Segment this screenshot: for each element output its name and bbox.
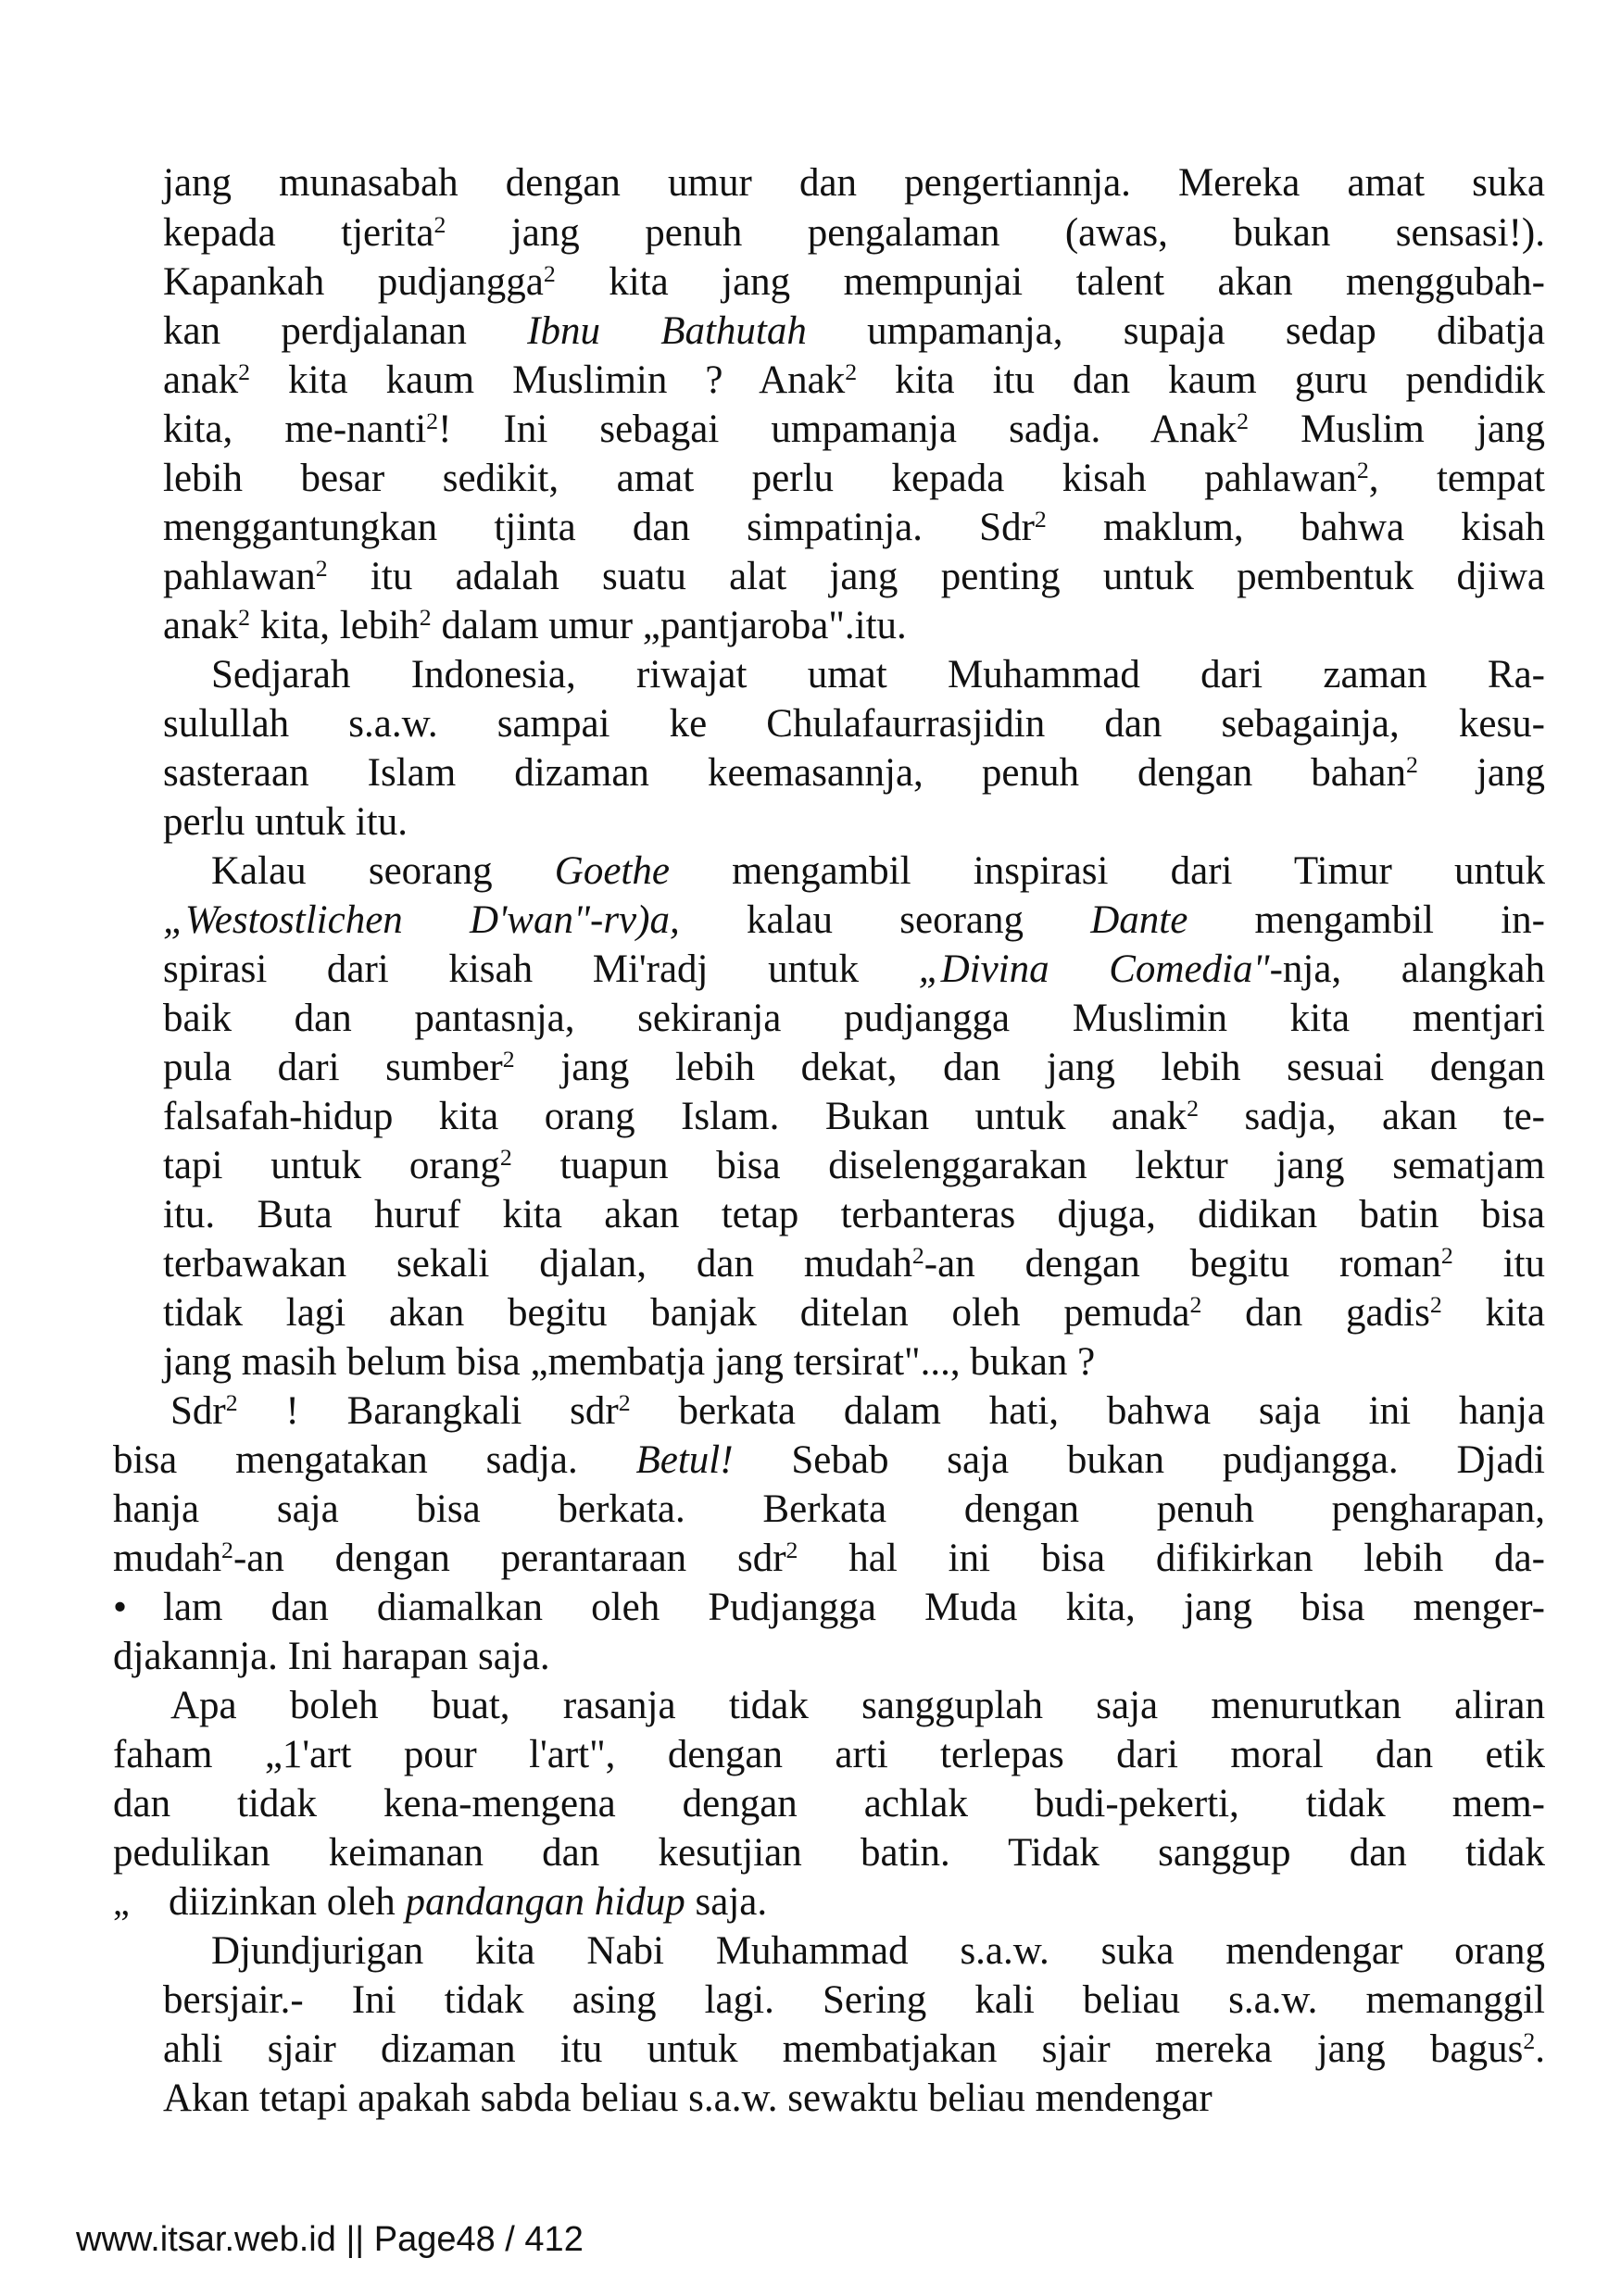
page-footer: www.itsar.web.id || Page48 / 412 (76, 2220, 584, 2259)
text-line: perlu untuk itu. (163, 800, 408, 844)
text-line: kepada tjerita$^2$ jang penuh pengalaman (awas, bukan sensasi!). (163, 210, 1545, 255)
text-line: kita, me-nanti$^2$! Ini sebagai umpamanja sadja. Anak$^2$ Muslim jang (163, 407, 1546, 451)
text-line: diizinkan oleh pandangan hidup saja. (169, 1880, 768, 1924)
text-line: anak$^2$ kita kaum Muslimin ? Anak$^2$ kita itu dan kaum guru pendidik (163, 358, 1545, 402)
text-line: Apa boleh buat, rasanja tidak sangguplah saja menurutkan aliran (170, 1684, 1545, 1727)
text-line: „Westostlichen D'wan"-rv)a, kalau seorang Dante mengambil in- (163, 898, 1545, 942)
text-line: Sdr$^2$ ! Barangkali sdr$^2$ berkata dalam hati, bahwa saja ini hanja (170, 1388, 1545, 1433)
text-line: mudah$^2$-an dengan perantaraan sdr$^2$ hal ini bisa difikirkan lebih da- (113, 1536, 1545, 1580)
text-line: falsafah-hidup kita orang Islam. Bukan untuk anak$^2$ sadja, akan te- (163, 1094, 1545, 1138)
text-line: lebih besar sedikit, amat perlu kepada kisah pahlawan$^2$, tempat (163, 456, 1545, 500)
text-line: jang munasabah dengan umur dan pengertiannja. Mereka amat suka (163, 161, 1545, 205)
text-line: Akan tetapi apakah sabda beliau s.a.w. sewaktu beliau mendengar (163, 2076, 1213, 2120)
text-line: tidak lagi akan begitu banjak ditelan oleh pemuda$^2$ dan gadis$^2$ kita (163, 1290, 1546, 1335)
text-line: terbawakan sekali djalan, dan mudah$^2$-an dengan begitu roman$^2$ itu (163, 1241, 1545, 1286)
text-line: faham „1'art pour l'art", dengan arti terlepas dari moral dan etik (113, 1733, 1545, 1776)
bullet-mark: • (113, 1586, 128, 1629)
text-line: djakannja. Ini harapan saja. (113, 1635, 550, 1678)
text-line: anak$^2$ kita, lebih$^2$ dalam umur „pantjaroba".itu. (163, 603, 907, 647)
text-line: pula dari sumber$^2$ jang lebih dekat, dan jang lebih sesuai dengan (163, 1045, 1545, 1089)
text-line: hanja saja bisa berkata. Berkata dengan penuh pengharapan, (113, 1487, 1545, 1531)
text-line: spirasi dari kisah Mi'radj untuk „Divina Comedia"-nja, alangkah (163, 947, 1545, 991)
text-line: jang masih belum bisa „membatja jang tersirat"..., bukan ? (163, 1340, 1096, 1384)
text-line: kan perdjalanan Ibnu Bathutah umpamanja, supaja sedap dibatja (163, 309, 1545, 353)
text-line: menggantungkan tjinta dan simpatinja. Sdr$^2$ maklum, bahwa kisah (163, 505, 1546, 549)
text-line: pedulikan keimanan dan kesutjian batin. Tidak sanggup dan tidak (113, 1831, 1545, 1875)
text-line: tapi untuk orang$^2$ tuapun bisa diselenggarakan lektur jang sematjam (163, 1143, 1545, 1187)
text-line: Sedjarah Indonesia, riwajat umat Muhammad dari zaman Ra- (211, 653, 1545, 696)
text-line: Kalau seorang Goethe mengambil inspirasi dari Timur untuk (211, 849, 1545, 893)
text-line: bisa mengatakan sadja. Betul! Sebab saja bukan pudjangga. Djadi (113, 1438, 1545, 1482)
text-line: itu. Buta huruf kita akan tetap terbanteras djuga, didikan batin bisa (163, 1193, 1545, 1236)
text-line: Djundjurigan kita Nabi Muhammad s.a.w. suka mendengar orang (211, 1929, 1545, 1973)
text-line: dan tidak kena-mengena dengan achlak budi-pekerti, tidak mem- (113, 1782, 1545, 1826)
text-line: baik dan pantasnja, sekiranja pudjangga Muslimin kita mentjari (163, 997, 1545, 1040)
text-line: lam dan diamalkan oleh Pudjangga Muda kita, jang bisa menger- (163, 1586, 1545, 1629)
text-line: Kapankah pudjangga$^2$ kita jang mempunjai talent akan menggubah- (163, 259, 1545, 304)
text-line: sulullah s.a.w. sampai ke Chulafaurrasjidin dan sebagainja, kesu- (163, 702, 1545, 746)
text-line: pahlawan$^2$ itu adalah suatu alat jang penting untuk pembentuk djiwa (163, 554, 1545, 598)
text-line: bersjair.- Ini tidak asing lagi. Sering kali beliau s.a.w. memanggil (163, 1978, 1545, 2022)
text-line: ahli sjair dizaman itu untuk membatjakan sjair mereka jang bagus$^2$. (163, 2026, 1545, 2071)
quote-mark: „ (113, 1881, 130, 1923)
text-line: sasteraan Islam dizaman keemasannja, penuh dengan bahan$^2$ jang (163, 750, 1545, 795)
